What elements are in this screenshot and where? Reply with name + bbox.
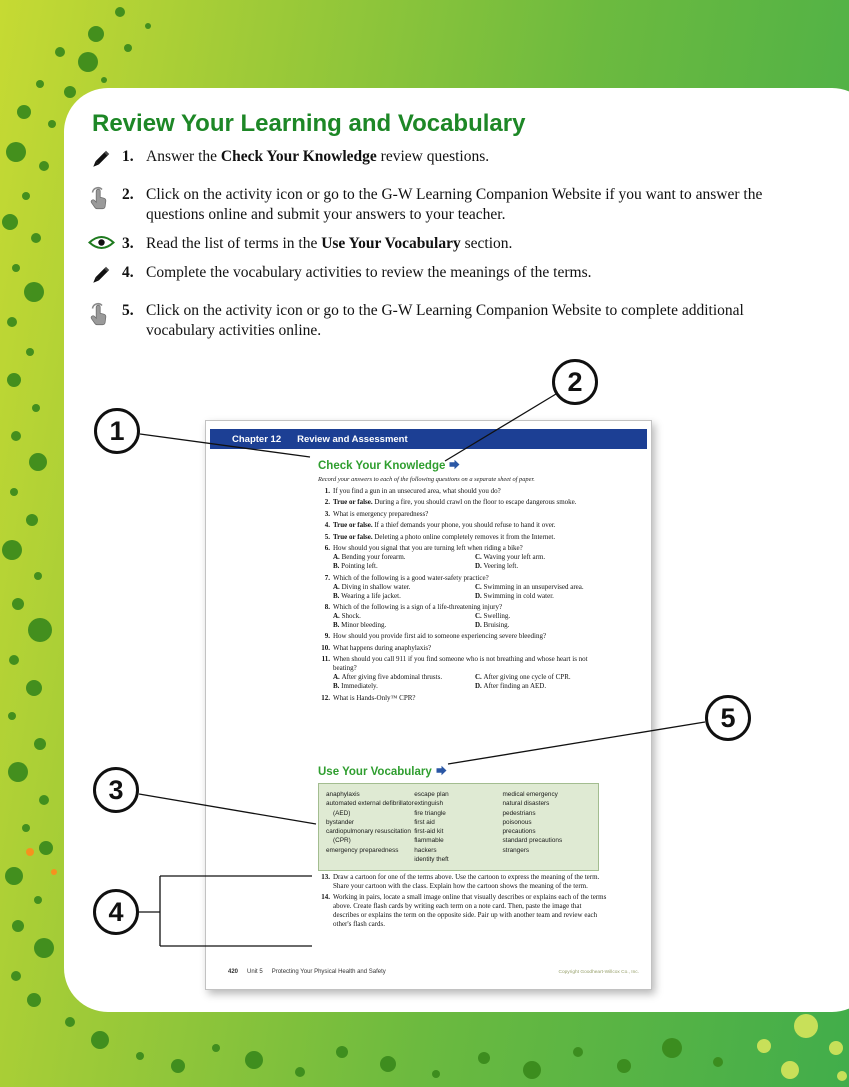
vocab-term: pedestrians xyxy=(502,809,536,817)
answer-option: A. Diving in shallow water. xyxy=(333,582,411,591)
question-text: Which of the following is a good water-safety practice? xyxy=(333,573,489,582)
step-text: Answer the Check Your Knowledge review questions. xyxy=(146,148,490,165)
question-text: How should you provide first aid to someone experiencing severe bleeding? xyxy=(333,632,547,641)
vocab-term: hackers xyxy=(414,846,437,854)
question-item xyxy=(318,533,606,542)
callout-circle-2: 2 xyxy=(552,359,598,405)
answer-option: B. Immediately. xyxy=(333,682,378,691)
question-number: 4. xyxy=(324,521,330,530)
question-item xyxy=(318,644,606,653)
vocab-term: extinguish xyxy=(414,800,444,808)
vocab-term: natural disasters xyxy=(502,800,550,808)
step-item-2 xyxy=(88,185,788,226)
step-item-4 xyxy=(88,263,788,293)
answer-option: D. After finding an AED. xyxy=(474,682,547,691)
step-item-1 xyxy=(88,147,788,177)
vocabulary-heading-row xyxy=(318,765,606,779)
check-knowledge-heading-row xyxy=(318,459,606,473)
vocab-term: medical emergency xyxy=(502,791,558,798)
step-text: Click on the activity icon or go to the G-W Learning Companion Website if you want to answer the questions online and submit your answers to your teacher. xyxy=(146,186,763,224)
step-text: Click on the activity icon or go to the G-W Learning Companion Website to complete additional vocabulary activities online. xyxy=(146,301,744,340)
vocab-column-2 xyxy=(414,790,502,864)
footer-unit: Unit 5 xyxy=(247,969,263,975)
eye-icon xyxy=(88,234,122,255)
vocab-term: fire triangle xyxy=(414,809,446,817)
question-text: When should you call 911 if you find someone who is not breathing and whose heart is not beating? xyxy=(333,655,588,673)
step-number: 2. xyxy=(122,186,134,203)
activity-icon[interactable] xyxy=(449,459,460,473)
chapter-number: Chapter 12 xyxy=(232,433,282,445)
question-text: What is emergency preparedness? xyxy=(333,509,429,518)
question-text: What happens during anaphylaxis? xyxy=(333,643,432,652)
pencil-icon xyxy=(88,263,122,293)
question-number: 14. xyxy=(321,893,330,902)
vocab-column-3 xyxy=(502,790,590,864)
question-number: 9. xyxy=(324,632,330,641)
question-text: Which of the following is a sign of a life-threatening injury? xyxy=(333,602,503,611)
questions-list xyxy=(318,487,606,703)
vocabulary-term-box xyxy=(318,783,599,871)
question-text: If you find a gun in an unsecured area, what should you do? xyxy=(333,487,501,495)
activity-icon[interactable] xyxy=(436,765,447,779)
vocab-term: emergency preparedness xyxy=(326,846,399,854)
answer-option: D. Bruising. xyxy=(474,620,510,629)
vocab-column-1 xyxy=(326,790,414,864)
question-item xyxy=(318,574,606,601)
vocabulary-activities-list xyxy=(318,873,608,932)
check-knowledge-section xyxy=(318,459,606,705)
step-item-5 xyxy=(88,301,788,342)
callout-circle-1: 1 xyxy=(94,408,140,454)
vocab-term: first-aid kit xyxy=(414,828,444,836)
question-text: How should you signal that you are turning left when riding a bike? xyxy=(333,544,523,553)
vocab-term: first aid xyxy=(414,818,435,826)
step-text: Read the list of terms in the Use Your Vocabulary section. xyxy=(146,234,513,252)
vocab-term: cardiopulmonary resuscitation (CPR) xyxy=(326,828,411,845)
answer-option: A. After giving five abdominal thrusts. xyxy=(333,673,443,682)
chapter-header-bar xyxy=(210,429,647,449)
footer-page-number: 420 xyxy=(228,969,239,975)
question-item xyxy=(318,694,606,703)
question-number: 10. xyxy=(321,643,330,652)
pencil-icon xyxy=(88,147,122,177)
check-knowledge-heading: Check Your Knowledge xyxy=(318,460,446,472)
vocab-term: identity theft xyxy=(414,855,449,863)
footer-section-title: Protecting Your Physical Health and Safety xyxy=(271,969,386,975)
activity-item xyxy=(318,873,608,891)
question-text: True or false. If a thief demands your phone, you should refuse to hand it over. xyxy=(333,521,556,530)
question-text: What is Hands-Only™ CPR? xyxy=(333,693,416,702)
answer-option: D. Veering left. xyxy=(474,562,519,571)
vocabulary-section xyxy=(318,765,606,871)
vocab-term: flammable xyxy=(414,837,444,845)
question-number: 1. xyxy=(324,487,330,495)
question-item xyxy=(318,521,606,530)
question-item xyxy=(318,498,606,507)
question-number: 6. xyxy=(324,544,330,553)
step-text: Complete the vocabulary activities to review the meanings of the terms. xyxy=(146,263,592,281)
question-number: 3. xyxy=(324,509,330,518)
activity-item xyxy=(318,893,608,929)
question-text: True or false. During a fire, you should crawl on the floor to escape dangerous smoke. xyxy=(333,498,577,507)
vocab-term: escape plan xyxy=(414,791,449,798)
answer-option: C. Swelling. xyxy=(474,611,511,620)
question-number: 13. xyxy=(321,873,330,881)
step-number: 3. xyxy=(122,234,134,252)
vocab-term: automated external defibrillator (AED) xyxy=(326,800,414,817)
question-number: 8. xyxy=(324,602,330,611)
vocab-term: strangers xyxy=(502,846,530,854)
click-icon xyxy=(88,301,122,342)
question-item xyxy=(318,510,606,519)
question-number: 5. xyxy=(324,532,330,541)
answer-option: C. Swimming in an unsupervised area. xyxy=(474,582,584,591)
callout-circle-5: 5 xyxy=(705,695,751,741)
vocab-term: standard precautions xyxy=(502,837,563,845)
step-number: 5. xyxy=(122,301,134,319)
callout-circle-3: 3 xyxy=(93,767,139,813)
answer-option: B. Minor bleeding. xyxy=(333,620,387,629)
question-text: True or false. Deleting a photo online completely removes it from the Internet. xyxy=(333,532,556,541)
vocab-term: poisonous xyxy=(502,818,532,826)
step-number: 4. xyxy=(122,263,134,281)
question-number: 12. xyxy=(321,693,330,702)
vocabulary-heading: Use Your Vocabulary xyxy=(318,766,432,778)
step-number: 1. xyxy=(122,148,134,165)
callout-circle-4: 4 xyxy=(93,889,139,935)
question-number: 7. xyxy=(324,573,330,582)
answer-option: B. Wearing a life jacket. xyxy=(333,591,401,600)
page-title: Review Your Learning and Vocabulary xyxy=(92,110,526,137)
click-icon xyxy=(88,185,122,226)
answer-option: C. Waving your left arm. xyxy=(474,553,546,562)
page-footer xyxy=(228,969,639,975)
question-item xyxy=(318,603,606,630)
vocab-term: bystander xyxy=(326,818,355,826)
step-item-3 xyxy=(88,234,788,255)
footer-copyright: Copyright Goodheart-Willcox Co., Inc. xyxy=(558,970,639,975)
question-item xyxy=(318,632,606,641)
question-item xyxy=(318,487,606,496)
question-text: Working in pairs, locate a small image online that visually describes or explains each of the terms above. Create flash cards by writing each term on a note card. Then, paste the image that describes or explains the term on the opposite side. Pair up with another team and review each other's flash cards. xyxy=(333,893,607,929)
chapter-title: Review and Assessment xyxy=(297,433,408,445)
textbook-page xyxy=(205,420,652,990)
steps-list xyxy=(88,147,788,350)
answer-option: D. Swimming in cold water. xyxy=(474,591,554,600)
footer-left xyxy=(228,969,386,975)
question-number: 2. xyxy=(324,498,330,507)
question-item xyxy=(318,544,606,571)
question-item xyxy=(318,655,606,691)
answer-option: A. Shock. xyxy=(333,611,361,620)
question-number: 11. xyxy=(321,655,330,664)
answer-option: C. After giving one cycle of CPR. xyxy=(474,673,571,682)
vocab-term: precautions xyxy=(502,828,536,836)
answer-option: A. Bending your forearm. xyxy=(333,553,406,562)
instruction-line: Record your answers to each of the following questions on a separate sheet of paper. xyxy=(318,476,535,483)
answer-option: B. Pointing left. xyxy=(333,562,378,571)
question-text: Draw a cartoon for one of the terms above. Use the cartoon to express the meaning of the term. Share your cartoon with the class. Explain how the cartoon shows the meaning of the term. xyxy=(333,873,600,890)
vocab-term: anaphylaxis xyxy=(326,791,360,798)
